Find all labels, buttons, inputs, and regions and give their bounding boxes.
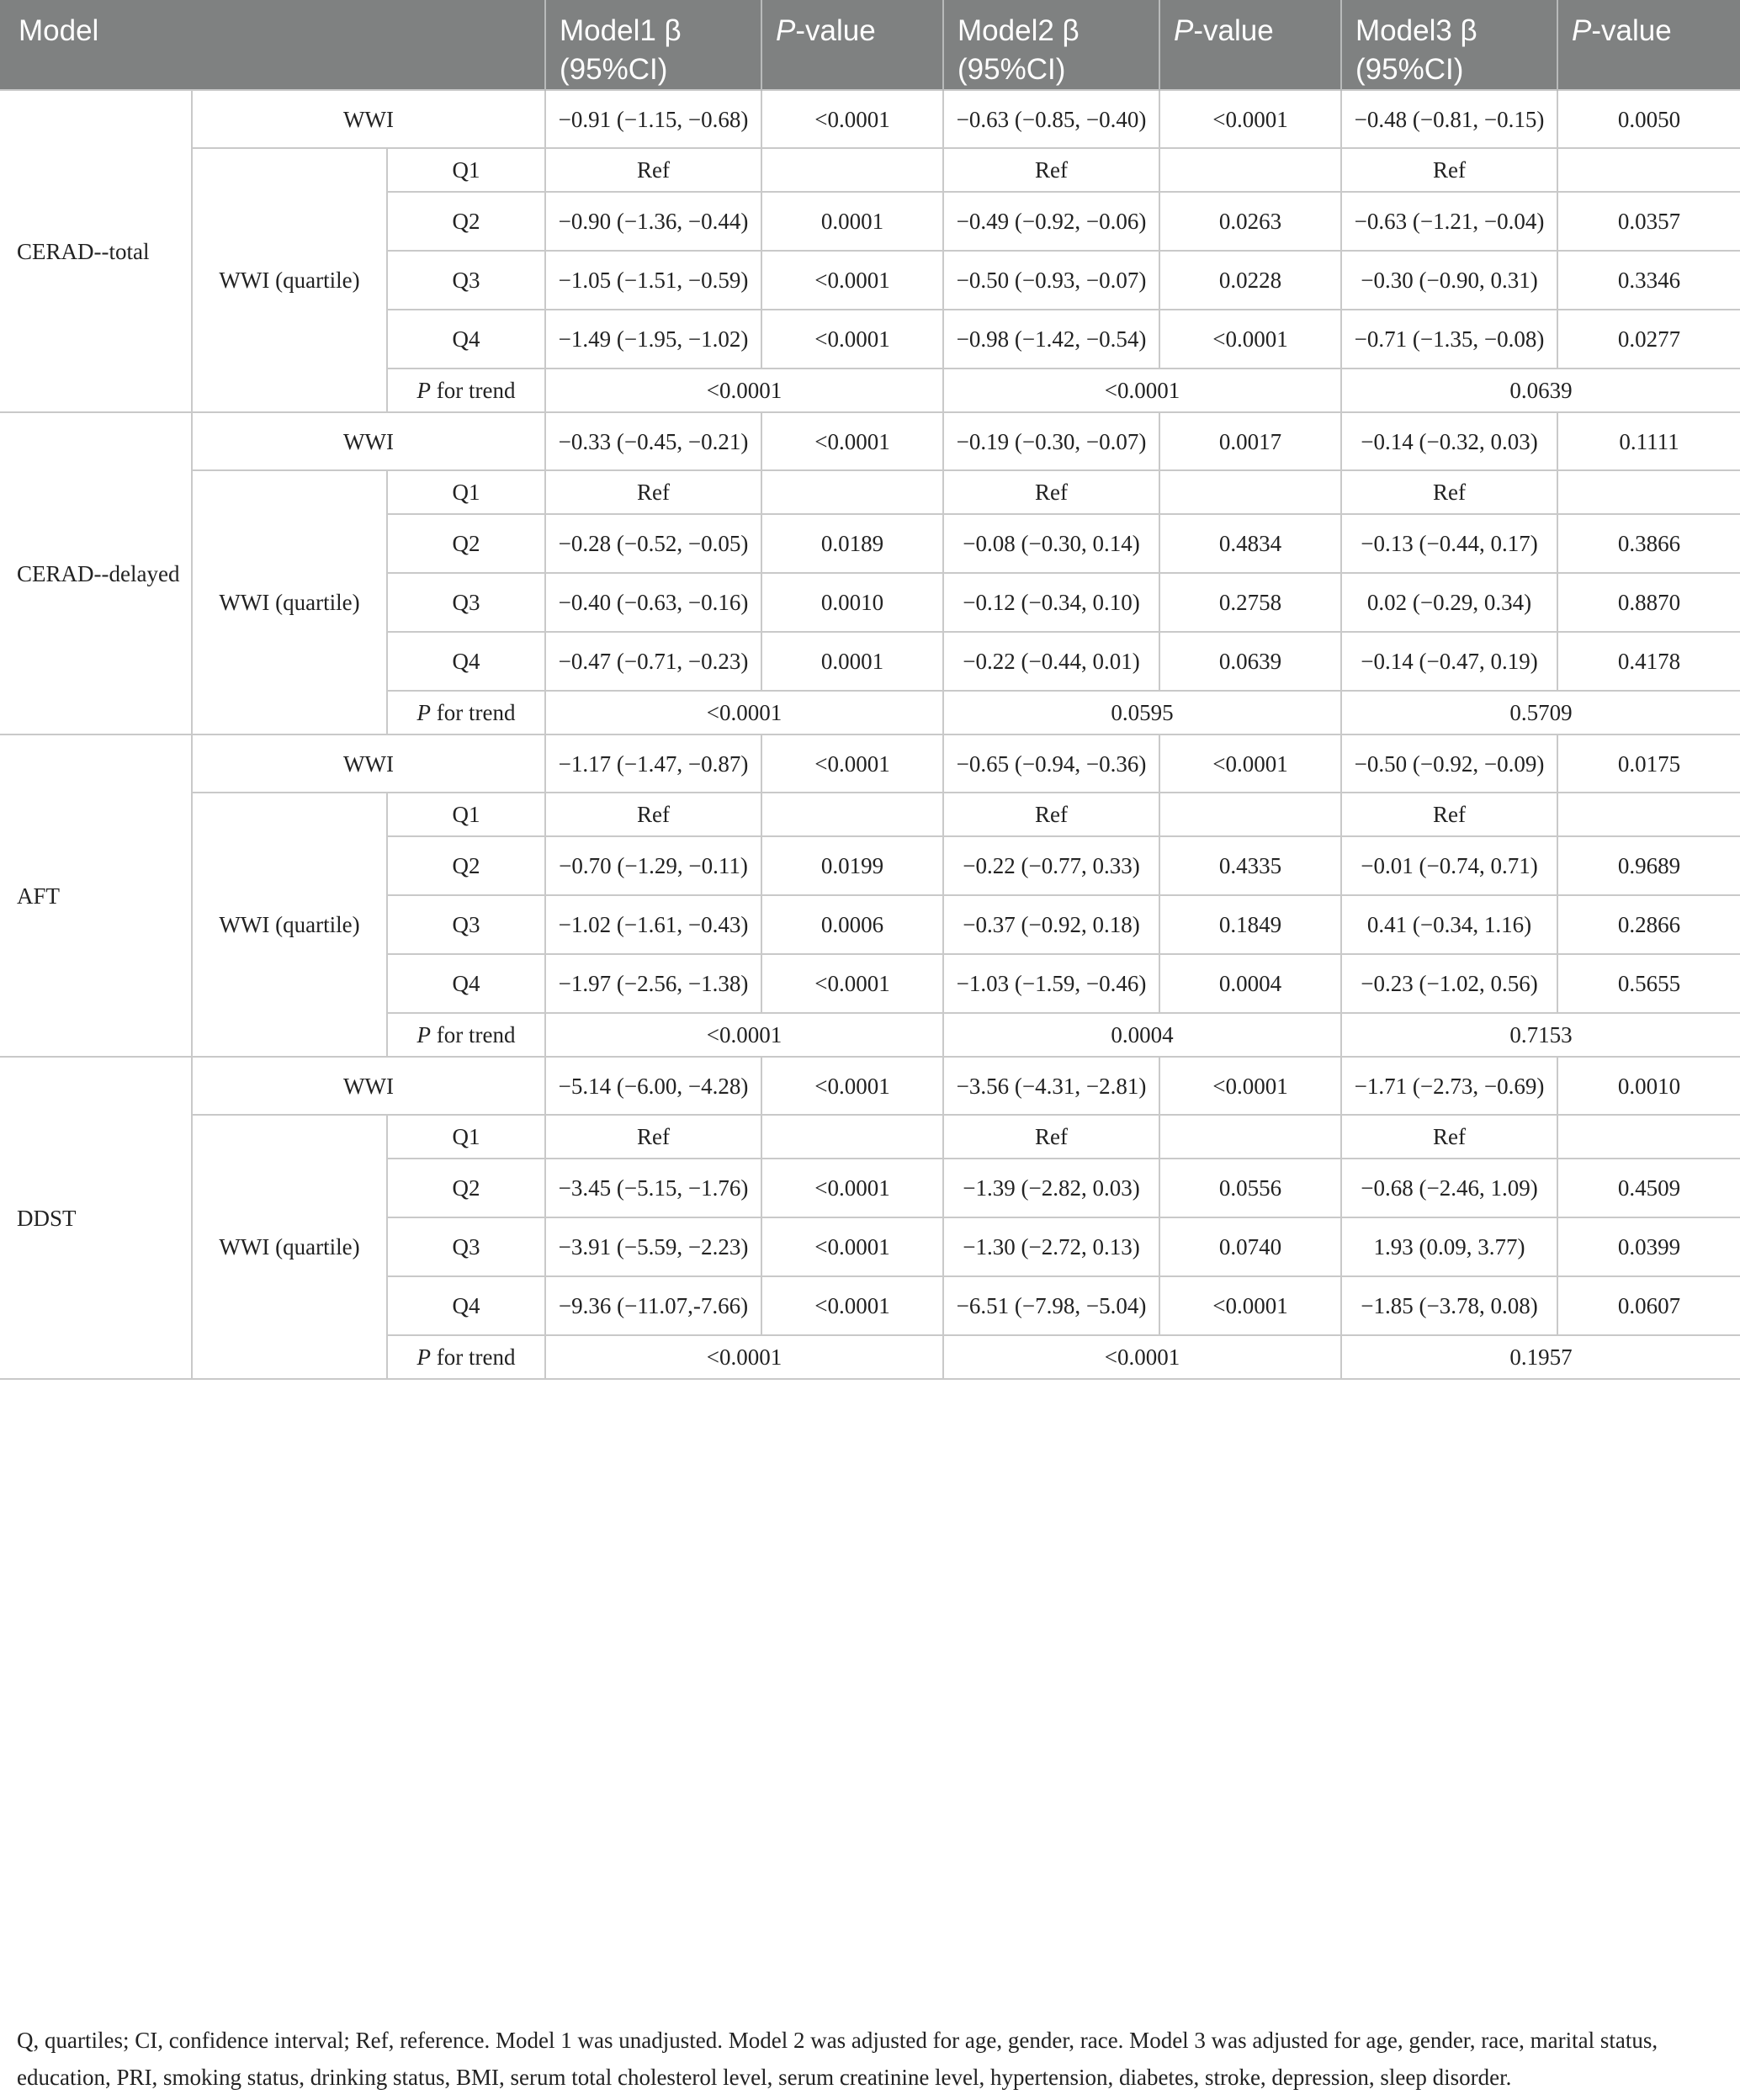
p-for-trend-label	[387, 1013, 545, 1057]
model1-beta-cell: −0.28 (−0.52, −0.05)	[545, 514, 761, 573]
model2-pvalue-cell: <0.0001	[1159, 90, 1341, 148]
table-body	[0, 90, 1740, 1379]
model1-pvalue-cell: 0.0199	[761, 836, 943, 895]
model2-pvalue-cell: <0.0001	[1159, 1276, 1341, 1335]
model3-beta-cell: −0.50 (−0.92, −0.09)	[1341, 734, 1557, 793]
model1-pvalue-cell: <0.0001	[761, 251, 943, 310]
model2-beta-cell: Ref	[943, 148, 1159, 192]
model3-beta-cell: 1.93 (0.09, 3.77)	[1341, 1217, 1557, 1276]
model3-beta-cell: −1.71 (−2.73, −0.69)	[1341, 1057, 1557, 1115]
model2-pvalue-cell: <0.0001	[1159, 1057, 1341, 1115]
model2-trend-cell: 0.0004	[943, 1013, 1341, 1057]
model1-pvalue-cell: <0.0001	[761, 734, 943, 793]
quartile-row	[0, 148, 1740, 192]
header-model3-pvalue	[1557, 0, 1740, 90]
model2-beta-cell: −0.37 (−0.92, 0.18)	[943, 895, 1159, 954]
table-header	[0, 0, 1740, 90]
model3-pvalue-cell: 0.0399	[1557, 1217, 1740, 1276]
quartile-label: Q1	[387, 148, 545, 192]
model2-pvalue-cell	[1159, 470, 1341, 514]
model3-pvalue-cell	[1557, 148, 1740, 192]
model3-trend-cell: 0.5709	[1341, 691, 1740, 734]
model3-pvalue-cell	[1557, 1115, 1740, 1159]
model2-beta-cell: −0.12 (−0.34, 0.10)	[943, 573, 1159, 632]
model1-beta-cell: −0.40 (−0.63, −0.16)	[545, 573, 761, 632]
model1-beta-cell: −1.17 (−1.47, −0.87)	[545, 734, 761, 793]
model2-pvalue-cell: 0.0556	[1159, 1159, 1341, 1217]
model3-trend-cell: 0.7153	[1341, 1013, 1740, 1057]
model1-beta-cell: −0.90 (−1.36, −0.44)	[545, 192, 761, 251]
header-p-rest: -value	[795, 14, 876, 47]
outcome-label: DDST	[0, 1057, 192, 1379]
wwi-row	[0, 90, 1740, 148]
outcome-label: CERAD--delayed	[0, 412, 192, 734]
header-row	[0, 0, 1740, 90]
model2-pvalue-cell: 0.1849	[1159, 895, 1341, 954]
quartile-row	[0, 470, 1740, 514]
header-model-label: Model	[19, 14, 99, 47]
wwi-quartile-label: WWI (quartile)	[192, 470, 387, 734]
model1-beta-cell: Ref	[545, 793, 761, 836]
header-model1-pvalue	[761, 0, 943, 90]
model2-pvalue-cell: 0.0004	[1159, 954, 1341, 1013]
model1-pvalue-cell: <0.0001	[761, 90, 943, 148]
model1-pvalue-cell: <0.0001	[761, 1159, 943, 1217]
quartile-label: Q1	[387, 1115, 545, 1159]
model1-pvalue-cell: 0.0006	[761, 895, 943, 954]
model2-beta-cell: −0.49 (−0.92, −0.06)	[943, 192, 1159, 251]
model2-pvalue-cell	[1159, 148, 1341, 192]
model2-pvalue-cell: 0.0263	[1159, 192, 1341, 251]
header-model1-beta	[545, 0, 761, 90]
model2-trend-cell: <0.0001	[943, 369, 1341, 412]
table-footnote: Q, quartiles; CI, confidence interval; Ref, reference. Model 1 was unadjusted. Model 2 was adjusted for age, gender, race. Model 3 was adjusted for age, gender, race, marital status, education, PRI, smoking status, drinking status, BMI, serum total cholesterol level, serum creatinine level, hypertension, diabetes, stroke, depression, sleep disorder.	[17, 2028, 1658, 2090]
model2-pvalue-cell: 0.0228	[1159, 251, 1341, 310]
model3-pvalue-cell: 0.1111	[1557, 412, 1740, 470]
model1-beta-cell: −9.36 (−11.07,-7.66)	[545, 1276, 761, 1335]
model1-pvalue-cell	[761, 793, 943, 836]
model3-pvalue-cell: 0.0357	[1557, 192, 1740, 251]
header-p-rest: -value	[1193, 14, 1274, 47]
quartile-label: Q2	[387, 836, 545, 895]
model1-pvalue-cell: <0.0001	[761, 310, 943, 369]
quartile-label: Q3	[387, 251, 545, 310]
header-model1-beta-label: Model1 β	[560, 14, 682, 47]
model2-pvalue-cell: 0.4834	[1159, 514, 1341, 573]
model1-pvalue-cell	[761, 1115, 943, 1159]
wwi-quartile-label: WWI (quartile)	[192, 793, 387, 1057]
model3-beta-cell: −0.01 (−0.74, 0.71)	[1341, 836, 1557, 895]
model2-pvalue-cell: <0.0001	[1159, 734, 1341, 793]
model3-pvalue-cell: 0.2866	[1557, 895, 1740, 954]
model3-beta-cell: −0.63 (−1.21, −0.04)	[1341, 192, 1557, 251]
model1-pvalue-cell: 0.0010	[761, 573, 943, 632]
model2-trend-cell: <0.0001	[943, 1335, 1341, 1379]
model3-beta-cell: −0.13 (−0.44, 0.17)	[1341, 514, 1557, 573]
model1-trend-cell: <0.0001	[545, 691, 943, 734]
wwi-label: WWI	[192, 1057, 545, 1115]
wwi-row	[0, 734, 1740, 793]
wwi-quartile-label: WWI (quartile)	[192, 1115, 387, 1379]
model2-beta-cell: Ref	[943, 1115, 1159, 1159]
header-model2-beta-label: Model2 β	[958, 14, 1080, 47]
model3-beta-cell: −0.71 (−1.35, −0.08)	[1341, 310, 1557, 369]
p-for-trend-letter: P	[416, 1022, 432, 1047]
header-model3-ci-label: (95%CI)	[1355, 53, 1464, 86]
model3-beta-cell: Ref	[1341, 148, 1557, 192]
model2-beta-cell: −0.65 (−0.94, −0.36)	[943, 734, 1159, 793]
header-model1-ci-label: (95%CI)	[560, 53, 668, 86]
model3-pvalue-cell: 0.0050	[1557, 90, 1740, 148]
model3-pvalue-cell: 0.5655	[1557, 954, 1740, 1013]
outcome-label: CERAD--total	[0, 90, 192, 412]
quartile-label: Q4	[387, 310, 545, 369]
model2-pvalue-cell: 0.0740	[1159, 1217, 1341, 1276]
header-model2-beta	[943, 0, 1159, 90]
model1-beta-cell: Ref	[545, 1115, 761, 1159]
model3-beta-cell: Ref	[1341, 470, 1557, 514]
model2-beta-cell: −0.19 (−0.30, −0.07)	[943, 412, 1159, 470]
model2-pvalue-cell	[1159, 793, 1341, 836]
model1-beta-cell: −0.70 (−1.29, −0.11)	[545, 836, 761, 895]
model3-pvalue-cell: 0.3866	[1557, 514, 1740, 573]
model3-pvalue-cell: 0.4178	[1557, 632, 1740, 691]
model2-pvalue-cell: 0.2758	[1159, 573, 1341, 632]
model1-trend-cell: <0.0001	[545, 1013, 943, 1057]
model3-pvalue-cell: 0.0607	[1557, 1276, 1740, 1335]
model1-beta-cell: Ref	[545, 148, 761, 192]
model1-beta-cell: −3.45 (−5.15, −1.76)	[545, 1159, 761, 1217]
header-model	[0, 0, 545, 90]
model1-pvalue-cell: 0.0001	[761, 632, 943, 691]
wwi-row	[0, 1057, 1740, 1115]
model2-beta-cell: −6.51 (−7.98, −5.04)	[943, 1276, 1159, 1335]
model3-pvalue-cell	[1557, 470, 1740, 514]
model3-pvalue-cell: 0.9689	[1557, 836, 1740, 895]
model2-beta-cell: −0.22 (−0.44, 0.01)	[943, 632, 1159, 691]
model2-beta-cell: −0.22 (−0.77, 0.33)	[943, 836, 1159, 895]
model2-pvalue-cell: <0.0001	[1159, 310, 1341, 369]
wwi-label: WWI	[192, 412, 545, 470]
model2-beta-cell: −1.30 (−2.72, 0.13)	[943, 1217, 1159, 1276]
wwi-row	[0, 412, 1740, 470]
header-p-letter: P	[1572, 14, 1592, 47]
p-for-trend-rest: for trend	[431, 378, 516, 403]
header-p-letter: P	[776, 14, 796, 47]
p-for-trend-rest: for trend	[431, 1344, 516, 1370]
model2-pvalue-cell	[1159, 1115, 1341, 1159]
model3-trend-cell: 0.1957	[1341, 1335, 1740, 1379]
model1-beta-cell: −1.02 (−1.61, −0.43)	[545, 895, 761, 954]
model3-pvalue-cell: 0.0277	[1557, 310, 1740, 369]
model1-beta-cell: −3.91 (−5.59, −2.23)	[545, 1217, 761, 1276]
header-p-letter: P	[1174, 14, 1194, 47]
header-p-rest: -value	[1591, 14, 1672, 47]
model1-beta-cell: −0.33 (−0.45, −0.21)	[545, 412, 761, 470]
model2-beta-cell: Ref	[943, 470, 1159, 514]
p-for-trend-letter: P	[416, 700, 432, 725]
wwi-quartile-label: WWI (quartile)	[192, 148, 387, 412]
p-for-trend-label	[387, 1335, 545, 1379]
model1-pvalue-cell: <0.0001	[761, 412, 943, 470]
quartile-row	[0, 1115, 1740, 1159]
model1-beta-cell: −0.91 (−1.15, −0.68)	[545, 90, 761, 148]
outcome-label: AFT	[0, 734, 192, 1057]
quartile-label: Q1	[387, 470, 545, 514]
model3-beta-cell: −0.14 (−0.32, 0.03)	[1341, 412, 1557, 470]
model3-beta-cell: −0.14 (−0.47, 0.19)	[1341, 632, 1557, 691]
model3-beta-cell: −1.85 (−3.78, 0.08)	[1341, 1276, 1557, 1335]
model1-beta-cell: −1.49 (−1.95, −1.02)	[545, 310, 761, 369]
model2-beta-cell: −0.63 (−0.85, −0.40)	[943, 90, 1159, 148]
model1-pvalue-cell	[761, 148, 943, 192]
quartile-label: Q1	[387, 793, 545, 836]
model3-beta-cell: 0.02 (−0.29, 0.34)	[1341, 573, 1557, 632]
quartile-label: Q2	[387, 1159, 545, 1217]
model1-beta-cell: −5.14 (−6.00, −4.28)	[545, 1057, 761, 1115]
quartile-label: Q2	[387, 514, 545, 573]
p-for-trend-label	[387, 369, 545, 412]
model3-beta-cell: −0.23 (−1.02, 0.56)	[1341, 954, 1557, 1013]
model3-trend-cell: 0.0639	[1341, 369, 1740, 412]
model2-beta-cell: −1.39 (−2.82, 0.03)	[943, 1159, 1159, 1217]
model2-beta-cell: −3.56 (−4.31, −2.81)	[943, 1057, 1159, 1115]
quartile-label: Q3	[387, 573, 545, 632]
quartile-label: Q3	[387, 1217, 545, 1276]
quartile-row	[0, 793, 1740, 836]
model3-pvalue-cell: 0.0175	[1557, 734, 1740, 793]
p-for-trend-rest: for trend	[431, 1022, 516, 1047]
model1-trend-cell: <0.0001	[545, 369, 943, 412]
model3-beta-cell: −0.48 (−0.81, −0.15)	[1341, 90, 1557, 148]
model1-pvalue-cell: <0.0001	[761, 954, 943, 1013]
model2-pvalue-cell: 0.4335	[1159, 836, 1341, 895]
wwi-label: WWI	[192, 734, 545, 793]
model3-beta-cell: Ref	[1341, 1115, 1557, 1159]
wwi-label: WWI	[192, 90, 545, 148]
model3-pvalue-cell: 0.3346	[1557, 251, 1740, 310]
model3-pvalue-cell: 0.8870	[1557, 573, 1740, 632]
model1-pvalue-cell: <0.0001	[761, 1276, 943, 1335]
model2-beta-cell: −0.08 (−0.30, 0.14)	[943, 514, 1159, 573]
model1-trend-cell: <0.0001	[545, 1335, 943, 1379]
header-model2-ci-label: (95%CI)	[958, 53, 1066, 86]
model1-beta-cell: −1.05 (−1.51, −0.59)	[545, 251, 761, 310]
model1-beta-cell: −1.97 (−2.56, −1.38)	[545, 954, 761, 1013]
model3-beta-cell: 0.41 (−0.34, 1.16)	[1341, 895, 1557, 954]
model1-pvalue-cell: <0.0001	[761, 1217, 943, 1276]
header-model3-beta	[1341, 0, 1557, 90]
p-for-trend-letter: P	[416, 1344, 432, 1370]
model1-pvalue-cell: <0.0001	[761, 1057, 943, 1115]
quartile-label: Q4	[387, 954, 545, 1013]
p-for-trend-letter: P	[416, 378, 432, 403]
model2-beta-cell: −0.98 (−1.42, −0.54)	[943, 310, 1159, 369]
model2-beta-cell: −1.03 (−1.59, −0.46)	[943, 954, 1159, 1013]
header-model3-beta-label: Model3 β	[1355, 14, 1477, 47]
model3-beta-cell: −0.30 (−0.90, 0.31)	[1341, 251, 1557, 310]
model3-beta-cell: Ref	[1341, 793, 1557, 836]
header-model2-pvalue	[1159, 0, 1341, 90]
model1-beta-cell: −0.47 (−0.71, −0.23)	[545, 632, 761, 691]
model1-pvalue-cell: 0.0001	[761, 192, 943, 251]
quartile-label: Q3	[387, 895, 545, 954]
model3-pvalue-cell: 0.0010	[1557, 1057, 1740, 1115]
model2-trend-cell: 0.0595	[943, 691, 1341, 734]
model1-pvalue-cell	[761, 470, 943, 514]
model3-pvalue-cell: 0.4509	[1557, 1159, 1740, 1217]
model3-beta-cell: −0.68 (−2.46, 1.09)	[1341, 1159, 1557, 1217]
model2-pvalue-cell: 0.0017	[1159, 412, 1341, 470]
quartile-label: Q4	[387, 1276, 545, 1335]
model1-beta-cell: Ref	[545, 470, 761, 514]
p-for-trend-label	[387, 691, 545, 734]
model2-beta-cell: Ref	[943, 793, 1159, 836]
model2-pvalue-cell: 0.0639	[1159, 632, 1341, 691]
model3-pvalue-cell	[1557, 793, 1740, 836]
p-for-trend-rest: for trend	[431, 700, 516, 725]
quartile-label: Q2	[387, 192, 545, 251]
quartile-label: Q4	[387, 632, 545, 691]
model1-pvalue-cell: 0.0189	[761, 514, 943, 573]
model2-beta-cell: −0.50 (−0.93, −0.07)	[943, 251, 1159, 310]
